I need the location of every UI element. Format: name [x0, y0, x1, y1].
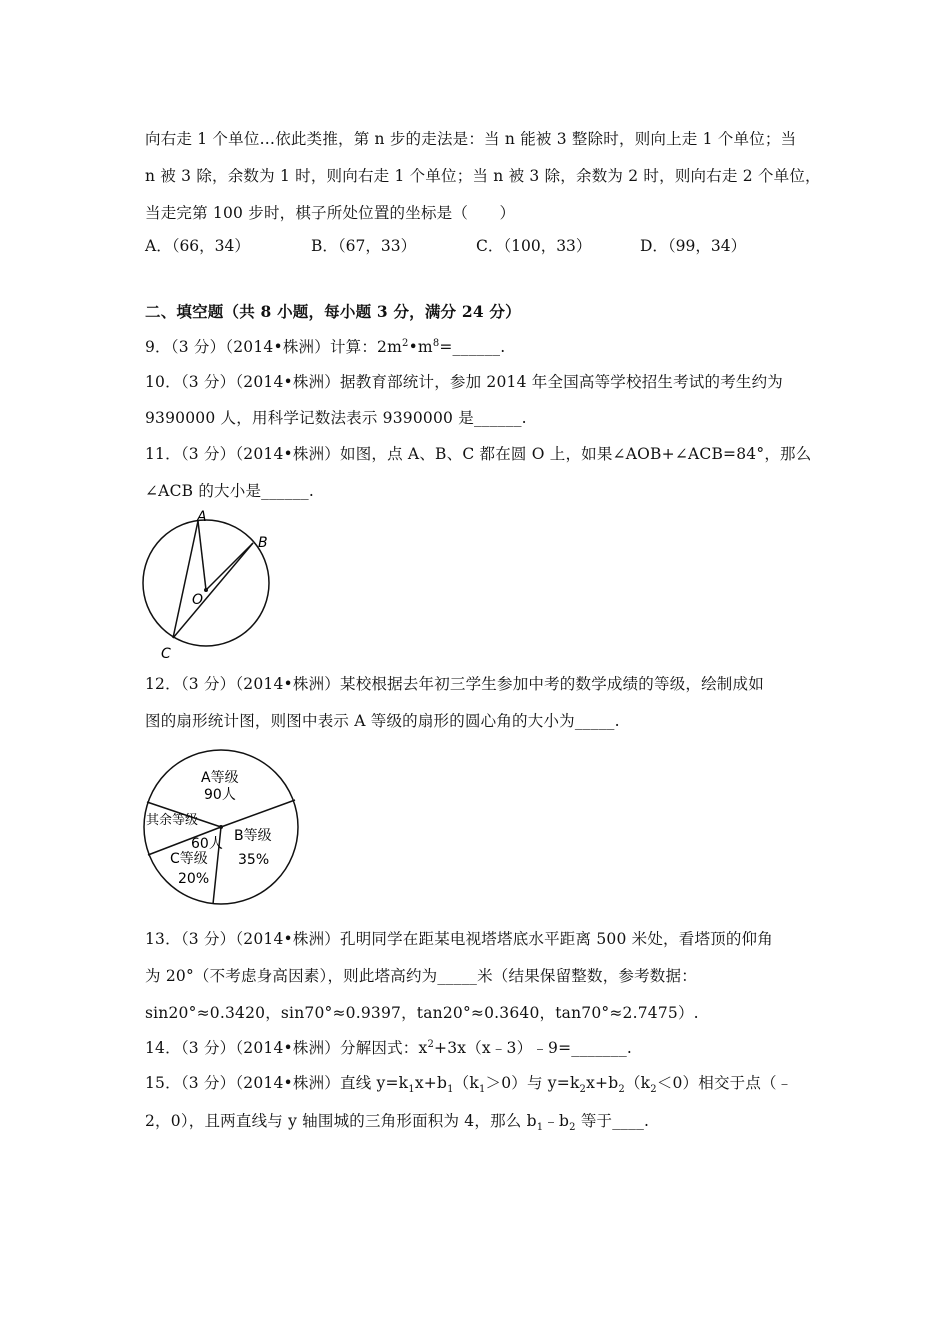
- pie-center: [219, 825, 223, 829]
- q15-p6: （k: [624, 1074, 651, 1092]
- problem8-line3: 当走完第 100 步时，棋子所处位置的坐标是（ ）: [145, 204, 516, 222]
- problem8-line2: n 被 3 除，余数为 1 时，则向右走 1 个单位；当 n 被 3 除，余数为 2 时，则向右走 2 个单位，: [145, 167, 821, 185]
- question-9: [145, 335, 505, 357]
- q15-line2: [145, 1109, 649, 1133]
- circle-o: [143, 520, 269, 646]
- q14-suffix: +3x（x﹣3）﹣9=_______.: [434, 1039, 633, 1057]
- label-a: A: [197, 509, 207, 525]
- pie-b-value: 35%: [238, 852, 270, 868]
- q13-line1: 13．（3 分）（2014•株洲）孔明同学在距某电视塔塔底水平距离 500 米处，看塔顶的仰角: [145, 930, 773, 948]
- choice-d: D．（99，34）: [640, 237, 747, 255]
- pie-other-label: 其余等级: [146, 813, 199, 828]
- problem8-line1: 向右走 1 个单位…依此类推，第 n 步的走法是：当 n 能被 3 整除时，则向上走 1 个单位；当: [145, 130, 797, 148]
- pie-chart: [138, 745, 308, 910]
- q9-prefix: 9．（3 分）（2014•株洲）计算：2m: [145, 338, 402, 356]
- q15-l2b: ﹣b: [543, 1112, 570, 1130]
- q15-p4: ＞0）与 y=k: [485, 1074, 580, 1092]
- q15-l2s2: 2: [569, 1122, 576, 1134]
- q15-p7: ＜0）相交于点（﹣: [656, 1074, 793, 1092]
- q15-p3: （k: [453, 1074, 479, 1092]
- segment-oa: [198, 521, 206, 590]
- q15-l2a: 2，0），且两直线与 y 轴围城的三角形面积为 4，那么 b: [145, 1112, 537, 1130]
- pie-a-value: 90人: [204, 787, 236, 803]
- q15-s1: 1: [408, 1084, 415, 1096]
- q15-s5: 2: [618, 1084, 625, 1096]
- label-c: C: [161, 646, 171, 662]
- q15-s6: 2: [650, 1084, 657, 1096]
- q11-line2: ∠ACB 的大小是______.: [145, 482, 314, 500]
- label-o: O: [192, 592, 204, 608]
- q15-p2: x+b: [414, 1074, 448, 1092]
- q9-sup1: 2: [402, 337, 409, 349]
- q9-suffix: =______.: [439, 338, 506, 356]
- q13-line3: sin20°≈0.3420，sin70°≈0.9397，tan20°≈0.3640，tan70°≈2.7475）.: [145, 1004, 699, 1022]
- question-14: [145, 1036, 632, 1058]
- choice-c: C．（100，33）: [476, 237, 592, 255]
- q15-line1: [145, 1071, 792, 1095]
- pie-c-value: 20%: [178, 871, 210, 887]
- center-point: [204, 588, 208, 592]
- q15-s4: 2: [579, 1084, 587, 1096]
- section-title: 二、填空题（共 8 小题，每小题 3 分，满分 24 分）: [145, 302, 521, 321]
- label-b: B: [258, 535, 268, 551]
- q13-line2: 为 20°（不考虑身高因素），则此塔高约为_____米（结果保留整数，参考数据：: [145, 967, 697, 985]
- pie-divider-a-b: [221, 800, 295, 827]
- q15-p5: x+b: [586, 1074, 619, 1092]
- pie-other-value: 60人: [191, 836, 223, 852]
- q15-p1: 15．（3 分）（2014•株洲）直线 y=k: [145, 1074, 409, 1092]
- pie-a-label: A等级: [201, 770, 239, 786]
- q12-line1: 12．（3 分）（2014•株洲）某校根据去年初三学生参加中考的数学成绩的等级，绘制成如: [145, 675, 764, 693]
- circle-figure: [135, 503, 285, 663]
- q15-s3: 1: [478, 1084, 486, 1096]
- pie-c-label: C等级: [170, 851, 208, 867]
- q15-l2c: 等于____.: [575, 1112, 650, 1130]
- q15-s2: 1: [447, 1084, 454, 1096]
- q14-sup: 2: [427, 1038, 435, 1050]
- q9-mid: •m: [408, 338, 433, 356]
- q10-line2: 9390000 人，用科学记数法表示 9390000 是______.: [145, 409, 527, 427]
- q14-prefix: 14．（3 分）（2014•株洲）分解因式：x: [145, 1039, 428, 1057]
- segment-ob: [206, 543, 253, 590]
- q12-line2: 图的扇形统计图，则图中表示 A 等级的扇形的圆心角的大小为_____.: [145, 712, 620, 730]
- q15-l2s1: 1: [536, 1122, 544, 1134]
- choice-a: A．（66，34）: [145, 237, 250, 255]
- q10-line1: 10．（3 分）（2014•株洲）据教育部统计，参加 2014 年全国高等学校招生考试的考生约为: [145, 373, 784, 391]
- q9-sup2: 8: [432, 337, 440, 349]
- choice-b: B．（67，33）: [311, 237, 417, 255]
- q11-line1: 11．（3 分）（2014•株洲）如图，点 A、B、C 都在圆 O 上，如果∠AOB+∠ACB=84°，那么: [145, 445, 812, 463]
- segment-ca: [173, 521, 198, 638]
- segment-cb: [173, 543, 253, 638]
- pie-b-label: B等级: [234, 828, 272, 844]
